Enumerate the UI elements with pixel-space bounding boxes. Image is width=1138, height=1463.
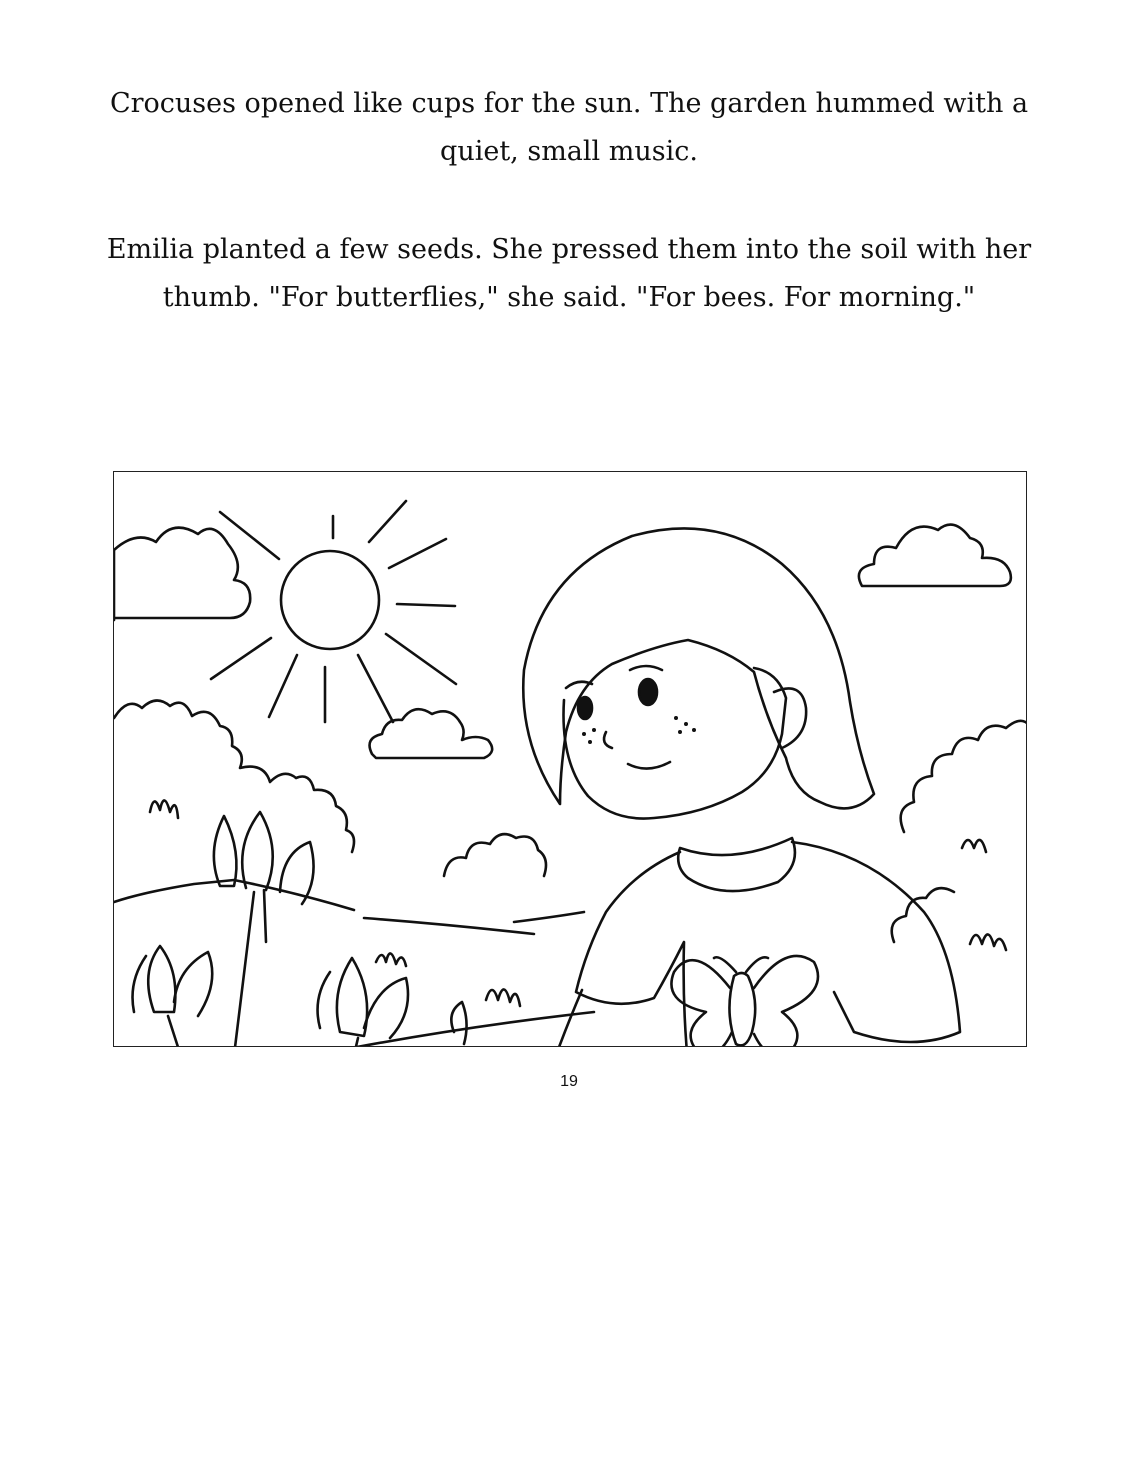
cloud-left <box>114 528 250 620</box>
girl-hair <box>523 528 874 808</box>
eye-right <box>639 679 657 705</box>
coloring-illustration <box>114 472 1027 1047</box>
bush-right-lower <box>892 888 954 942</box>
girl-face <box>564 668 787 819</box>
girl-ear <box>774 688 806 748</box>
story-paragraph-2: Emilia planted a few seeds. She pressed them into the soil with her thumb. "For butterflies," she said. "For bees. For morning." <box>106 234 1032 313</box>
bush-right <box>901 721 1027 832</box>
story-paragraph-1: Crocuses opened like cups for the sun. The garden hummed with a quiet, small music. <box>109 88 1029 167</box>
bush-middle <box>444 834 546 876</box>
ground-line <box>234 1012 594 1047</box>
girl-arm <box>550 990 582 1047</box>
bush-left <box>114 700 354 852</box>
cloud-middle <box>370 709 493 758</box>
sun-icon <box>211 501 456 722</box>
girl-collar <box>678 838 795 891</box>
far-hill <box>364 918 534 934</box>
eye-left <box>578 697 592 719</box>
hill-line-right <box>514 912 584 922</box>
butterfly-icon <box>671 956 818 1047</box>
girl-smile <box>628 762 670 769</box>
crocus-flowers <box>133 812 467 1047</box>
page-number: 19 <box>560 1073 578 1090</box>
girl-shirt <box>576 842 960 1047</box>
coloring-illustration-frame <box>113 471 1027 1047</box>
cloud-right <box>859 525 1011 586</box>
